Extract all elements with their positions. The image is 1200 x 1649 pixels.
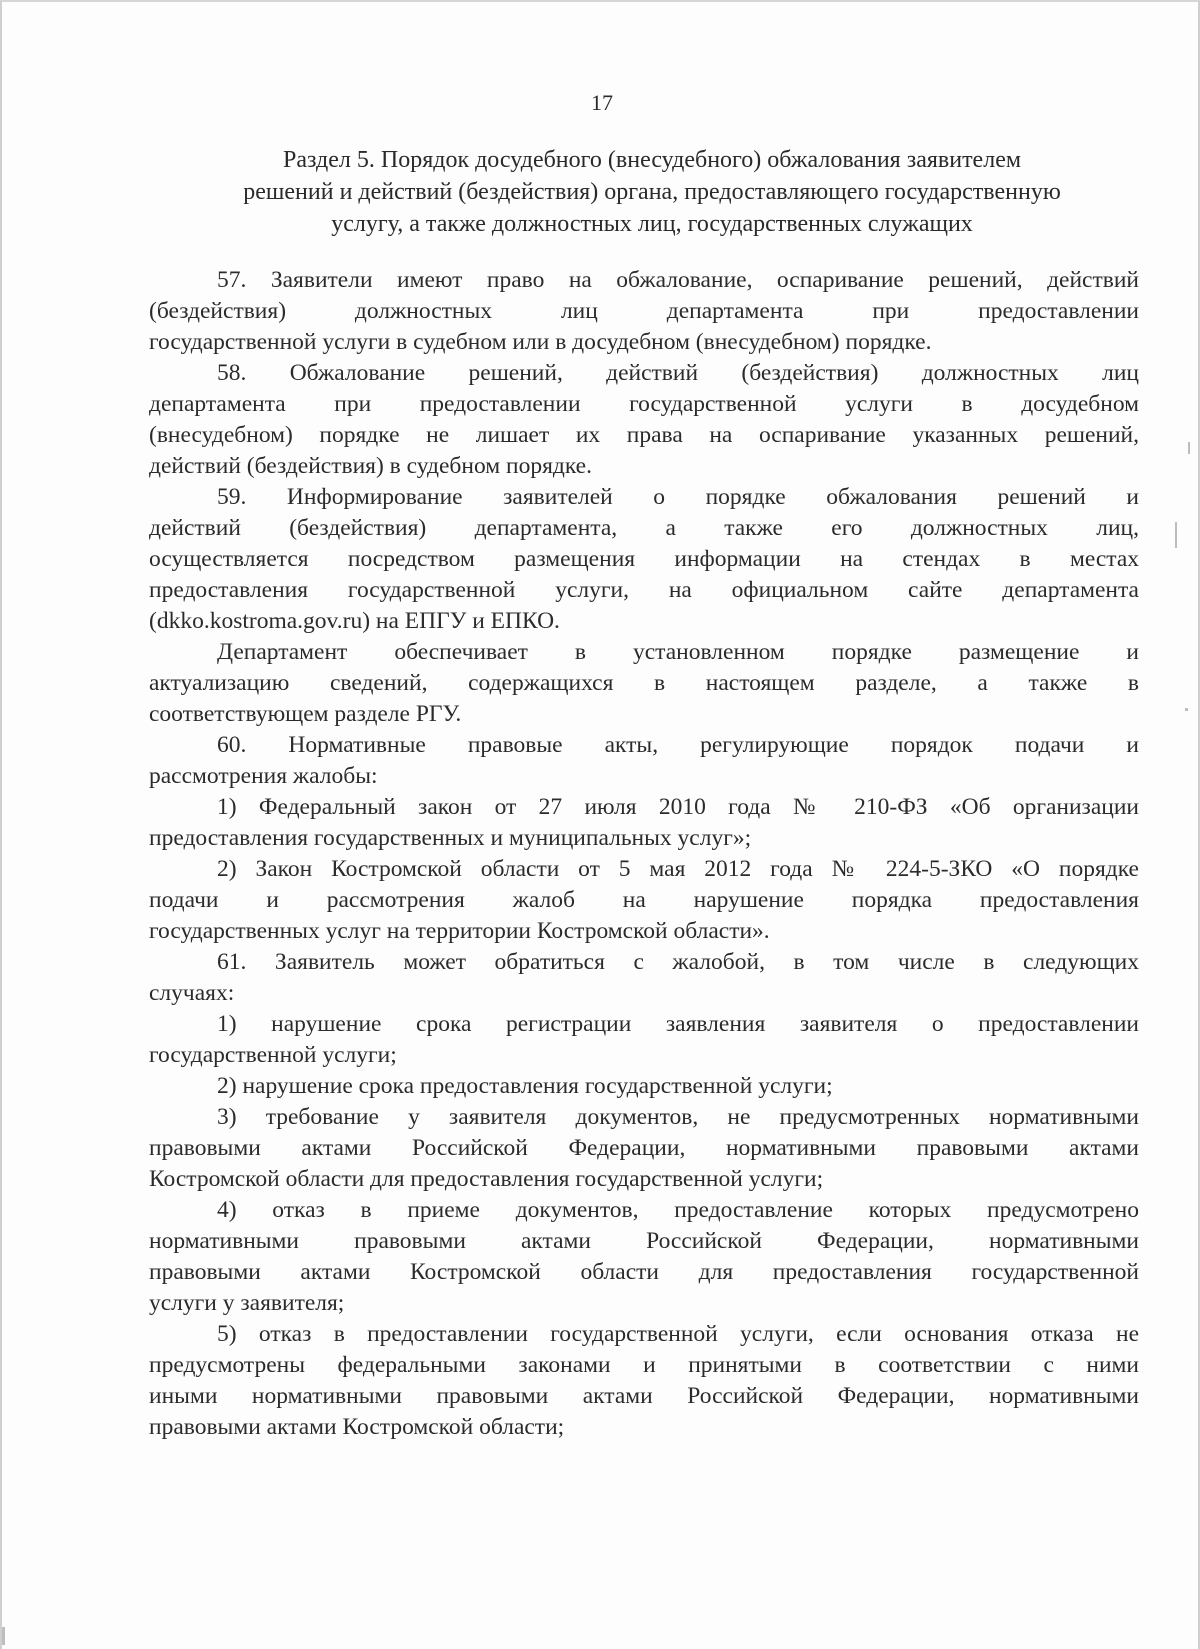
- paragraph-line: правовыми актами Костромской области;: [149, 1414, 565, 1440]
- section-heading-line: услугу, а также должностных лиц, государственных служащих: [331, 211, 973, 237]
- paragraph-line: Костромской области для предоставления государственной услуги;: [149, 1166, 824, 1192]
- paragraph-line: (внесудебном) порядке не лишает их права на оспаривание указанных решений,: [149, 422, 1139, 448]
- paragraph-line: 60. Нормативные правовые акты, регулирующие порядок подачи и: [217, 732, 1139, 758]
- page-number: 17: [591, 90, 613, 115]
- paragraph-line: предоставления государственной услуги, на официальном сайте департамента: [149, 577, 1139, 603]
- paragraph-line: 2) нарушение срока предоставления государственной услуги;: [217, 1073, 833, 1099]
- paragraph-line: департамента при предоставлении государственной услуги в досудебном: [149, 391, 1139, 417]
- paragraph: [149, 482, 1139, 637]
- paragraph-line: государственной услуги;: [149, 1042, 397, 1068]
- paragraph-line: действий (бездействия) в судебном порядке.: [149, 453, 592, 479]
- paragraph-line: актуализацию сведений, содержащихся в настоящем разделе, а также в: [149, 670, 1139, 696]
- scan-edge-mark: [1185, 708, 1188, 711]
- section-heading-line: Раздел 5. Порядок досудебного (внесудебного) обжалования заявителем: [282, 147, 1022, 173]
- paragraph-line: 1) Федеральный закон от 27 июля 2010 года № 210-ФЗ «Об организации: [217, 794, 1139, 820]
- paragraph-line: осуществляется посредством размещения информации на стендах в местах: [149, 546, 1139, 572]
- paragraph-line: 5) отказ в предоставлении государственной услуги, если основания отказа не: [217, 1321, 1139, 1347]
- paragraph-line: соответствующем разделе РГУ.: [149, 701, 462, 727]
- paragraph-line: предусмотрены федеральными законами и принятыми в соответствии с ними: [149, 1352, 1139, 1378]
- paragraph-line: случаях:: [149, 980, 235, 1006]
- section-heading: [152, 144, 1152, 240]
- paragraph: [149, 792, 1139, 854]
- paragraph-line: нормативными правовыми актами Российской Федерации, нормативными: [149, 1228, 1139, 1254]
- paragraph-line: услуги у заявителя;: [149, 1290, 345, 1316]
- paragraph: [149, 1319, 1139, 1443]
- scan-edge-mark: [1188, 442, 1190, 454]
- paragraph-line: государственной услуги в судебном или в досудебном (внесудебном) порядке.: [149, 329, 932, 355]
- paragraph: [149, 1102, 1139, 1195]
- paragraph: [149, 1195, 1139, 1319]
- paragraph-line: 57. Заявители имеют право на обжалование, оспаривание решений, действий: [217, 267, 1139, 293]
- paragraph: [149, 730, 1139, 792]
- section-heading-line: решений и действий (бездействия) органа, предоставляющего государственную: [243, 179, 1061, 205]
- scan-edge-mark: [1175, 522, 1177, 548]
- paragraph-line: правовыми актами Российской Федерации, нормативными правовыми актами: [149, 1135, 1139, 1161]
- paragraph: [149, 358, 1139, 482]
- paragraph-line: 3) требование у заявителя документов, не предусмотренных нормативными: [217, 1104, 1139, 1130]
- paragraph-line: 58. Обжалование решений, действий (бездействия) должностных лиц: [217, 360, 1139, 386]
- paragraph-line: действий (бездействия) департамента, а также его должностных лиц,: [149, 515, 1139, 541]
- paragraph-line: подачи и рассмотрения жалоб на нарушение порядка предоставления: [149, 887, 1139, 913]
- paragraph: [149, 1071, 1139, 1102]
- paragraph: [149, 265, 1139, 358]
- paragraph: [149, 947, 1139, 1009]
- paragraph-line: рассмотрения жалобы:: [149, 763, 378, 789]
- scan-edge-mark: [2, 1627, 5, 1645]
- paragraph-line: Департамент обеспечивает в установленном порядке размещение и: [217, 639, 1139, 665]
- paragraph-line: 59. Информирование заявителей о порядке обжалования решений и: [217, 484, 1139, 510]
- paragraph-line: государственных услуг на территории Костромской области».: [149, 918, 770, 944]
- paragraph-line: иными нормативными правовыми актами Российской Федерации, нормативными: [149, 1383, 1139, 1409]
- paragraph-line: (бездействия) должностных лиц департамента при предоставлении: [149, 298, 1139, 324]
- paragraph-line: 1) нарушение срока регистрации заявления заявителя о предоставлении: [217, 1011, 1139, 1037]
- paragraph-line: 2) Закон Костромской области от 5 мая 2012 года № 224-5-ЗКО «О порядке: [217, 856, 1139, 882]
- paragraph: [149, 637, 1139, 730]
- paragraph-line: 4) отказ в приеме документов, предоставление которых предусмотрено: [217, 1197, 1139, 1223]
- paragraph-line: 61. Заявитель может обратиться с жалобой, в том числе в следующих: [217, 949, 1139, 975]
- paragraph: [149, 854, 1139, 947]
- paragraph-line: правовыми актами Костромской области для предоставления государственной: [149, 1259, 1139, 1285]
- paragraph-line: (dkko.kostroma.gov.ru) на ЕПГУ и ЕПКО.: [149, 608, 560, 634]
- document-body: [149, 265, 1139, 1443]
- paragraph: [149, 1009, 1139, 1071]
- paragraph-line: предоставления государственных и муниципальных услуг»;: [149, 825, 752, 851]
